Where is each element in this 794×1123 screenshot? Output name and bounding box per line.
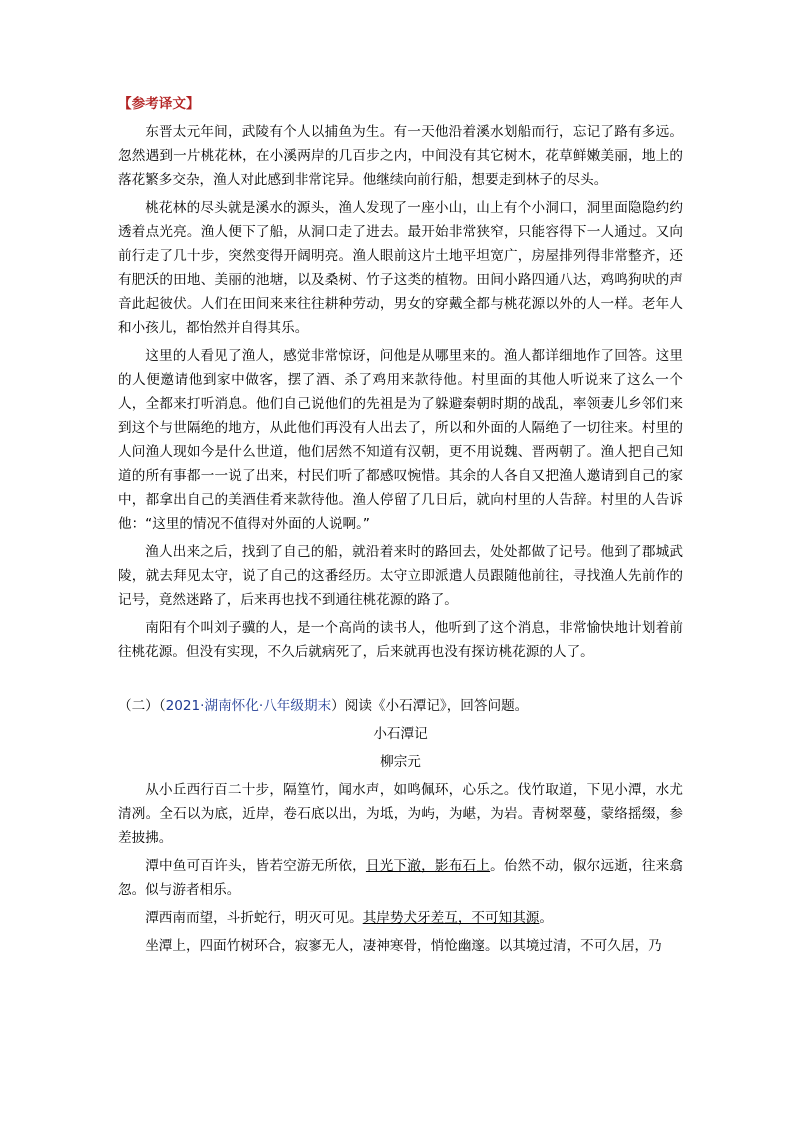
section-instruction: ）阅读《小石潭记》，回答问题。 (331, 698, 529, 714)
document-page (118, 92, 683, 962)
translation-paragraph-1: 东晋太元年间，武陵有个人以捕鱼为生。有一天他沿着溪水划船而行，忘记了路有多远。忽然遇到一片桃花林，在小溪两岸的几百步之内，中间没有其它树木，花草鲜嫩美丽，地上的落花繁多交杂，渔人对此感到非常诧异。他继续向前行船，想要走到林子的尽头。 (118, 124, 683, 188)
passage-paragraph-2 (118, 854, 683, 902)
translation-paragraph-3: 这里的人看见了渔人，感觉非常惊讶，问他是从哪里来的。渔人都详细地作了回答。这里的人便邀请他到家中做客，摆了酒、杀了鸡用来款待他。村里面的其他人听说来了这么一个人，全都来打听消息。他们自己说他们的先祖是为了躲避秦朝时期的战乱，率领妻儿乡邻们来到这个与世隔绝的地方，从此他们再没有人出去了，所以和外面的人隔绝了一切往来。村里的人问渔人现如今是什么世道，他们居然不知道有汉朝，更不用说魏、晋两朝了。渔人把自己知道的所有事都一一说了出来，村民们听了都感叹惋惜。其余的人各自又把渔人邀请到自己的家中，都拿出自己的美酒佳肴来款待他。渔人停留了几日后，就向村里的人告辞。村里的人告诉他：“这里的情况不值得对外面的人说啊。” (118, 348, 683, 532)
translation-paragraph-2: 桃花林的尽头就是溪水的源头，渔人发现了一座小山，山上有个小洞口，洞里面隐隐约约透着点光亮。渔人便下了船，从洞口走了进去。最开始非常狭窄，只能容得下一人通过。又向前行走了几十步，突然变得开阔明亮。渔人眼前这片土地平坦宽广，房屋排列得非常整齐，还有肥沃的田地、美丽的池塘，以及桑树、竹子这类的植物。田间小路四通八达，鸡鸣狗吠的声音此起彼伏。人们在田间来来往往耕种劳动，男女的穿戴全都与桃花源以外的人一样。老年人和小孩儿，都怡然并自得其乐。 (118, 200, 683, 336)
section-spacer (118, 668, 683, 694)
reference-translation-heading (118, 92, 683, 116)
passage-p3-text-a: 潭西南而望，斗折蛇行，明灭可见。 (145, 910, 363, 926)
passage-paragraph-1: 从小丘西行百二十步，隔篁竹，闻水声，如鸣佩环，心乐之。伐竹取道，下见小潭，水尤清冽。全石以为底，近岸，卷石底以出，为坻，为屿，为嵁，为岩。青树翠蔓，蒙络摇缀，参差披拂。 (118, 782, 683, 846)
passage-paragraph-4: 坐潭上，四面竹树环合，寂寥无人，凄神寒骨，悄怆幽邃。以其境过清，不可久居，乃 (145, 938, 662, 954)
underlined-sentence-1: 日光下澈，影布石上 (365, 858, 491, 874)
question-source: 2021·湖南怀化·八年级期末 (165, 698, 332, 714)
passage-title: 小石潭记 (373, 726, 428, 742)
reference-translation-title: 【参考译文】 (118, 96, 200, 112)
passage-p2-text-a: 潭中鱼可百许头，皆若空游无所依， (145, 858, 366, 874)
passage-p3-text-b: 。 (539, 910, 553, 926)
passage-paragraph-3 (118, 906, 683, 930)
translation-paragraph-4: 渔人出来之后，找到了自己的船，就沿着来时的路回去，处处都做了记号。他到了郡城武陵，就去拜见太守，说了自己的这番经历。太守立即派遣人员跟随他前往，寻找渔人先前作的记号，竟然迷路了，后来再也找不到通往桃花源的路了。 (118, 544, 683, 608)
section-prefix: （二）（ (118, 698, 166, 714)
translation-paragraph-5: 南阳有个叫刘子骥的人，是一个高尚的读书人，他听到了这个消息，非常愉快地计划着前往桃花源。但没有实现，不久后就病死了，后来就再也没有探访桃花源的人了。 (118, 620, 683, 660)
question-section-heading (118, 694, 683, 718)
passage-author: 柳宗元 (380, 754, 421, 770)
underlined-sentence-2: 其岸势犬牙差互，不可知其源 (362, 910, 540, 926)
passage-p2-text-b: 。佁然不动，俶尔远逝，往来翕忽。似与游者相乐。 (118, 858, 684, 898)
